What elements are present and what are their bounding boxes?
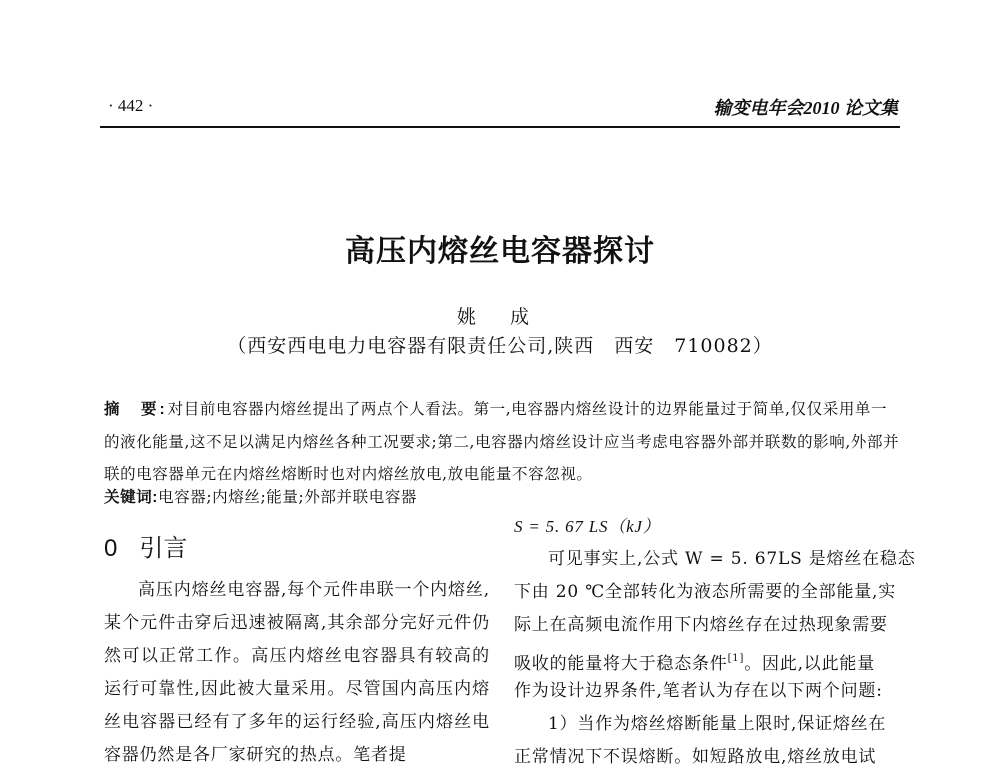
keywords-label: 关键词: [104,489,159,506]
right-line-3: 际上在高频电流作用下内熔丝存在过热现象需要 [514,615,888,635]
right-line-5: 作为设计边界条件,笔者认为存在以下两个问题: [514,681,883,701]
page-number: · 442 · [108,96,154,115]
right-line-6: 1）当作为熔丝熔断能量上限时,保证熔丝在 [548,714,887,734]
paper-title: 高压内熔丝电容器探讨 [345,234,655,269]
right-line-4-text: 吸收的能量将大于稳态条件 [514,654,728,674]
right-line-7: 正常情况下不误熔断。如短路放电,熔丝放电试 [514,747,877,767]
author-affiliation: （西安西电电力电容器有限责任公司,陕西 西安 710082） [227,335,773,357]
right-line-2: 下由 20 ℃全部转化为液态所需要的全部能量,实 [514,582,897,602]
header-rule [100,126,900,128]
citation-reference: [1] [727,653,745,664]
section-number: 0 [104,535,118,562]
right-line-4 [514,642,904,675]
right-line-1: 可见事实上,公式 W = 5. 67LS 是熔丝在稳态 [548,549,916,569]
author-name: 姚 成 [456,306,544,328]
formula: S = 5. 67 LS（kJ） [514,517,661,536]
right-column [514,510,916,774]
abstract [104,393,900,490]
abstract-label: 摘 要: [104,401,168,418]
left-column-paragraph: 高压内熔丝电容器,每个元件串联一个内熔丝,某个元件击穿后迅速被隔离,其余部分完好元件仍然可以正常工作。高压内熔丝电容器具有较高的运行可靠性,因此被大量采用。尽管国内高压内熔丝电容器已经有了多年的运行经验,高压内熔丝电容器仍然是各厂家研究的热点。笔者提 [104,580,490,765]
keywords-text: 电容器;内熔丝;能量;外部并联电容器 [158,488,418,506]
journal-title: 输变电年会2010 论文集 [713,98,898,118]
abstract-text: 对目前电容器内熔丝提出了两点个人看法。第一,电容器内熔丝设计的边界能量过于简单,仅仅采用单一的液化能量,这不足以满足内熔丝各种工况要求;第二,电容器内熔丝设计应当考虑电容器外部并联数的影响,外部并联的电容器单元在内熔丝熔断时也对内熔丝放电,放电能量不容忽视。 [104,400,900,483]
section-title: 引言 [139,535,188,562]
keywords [104,485,417,507]
section-heading [104,528,187,563]
right-line-4-tail: 。因此,以此能量 [744,654,875,674]
